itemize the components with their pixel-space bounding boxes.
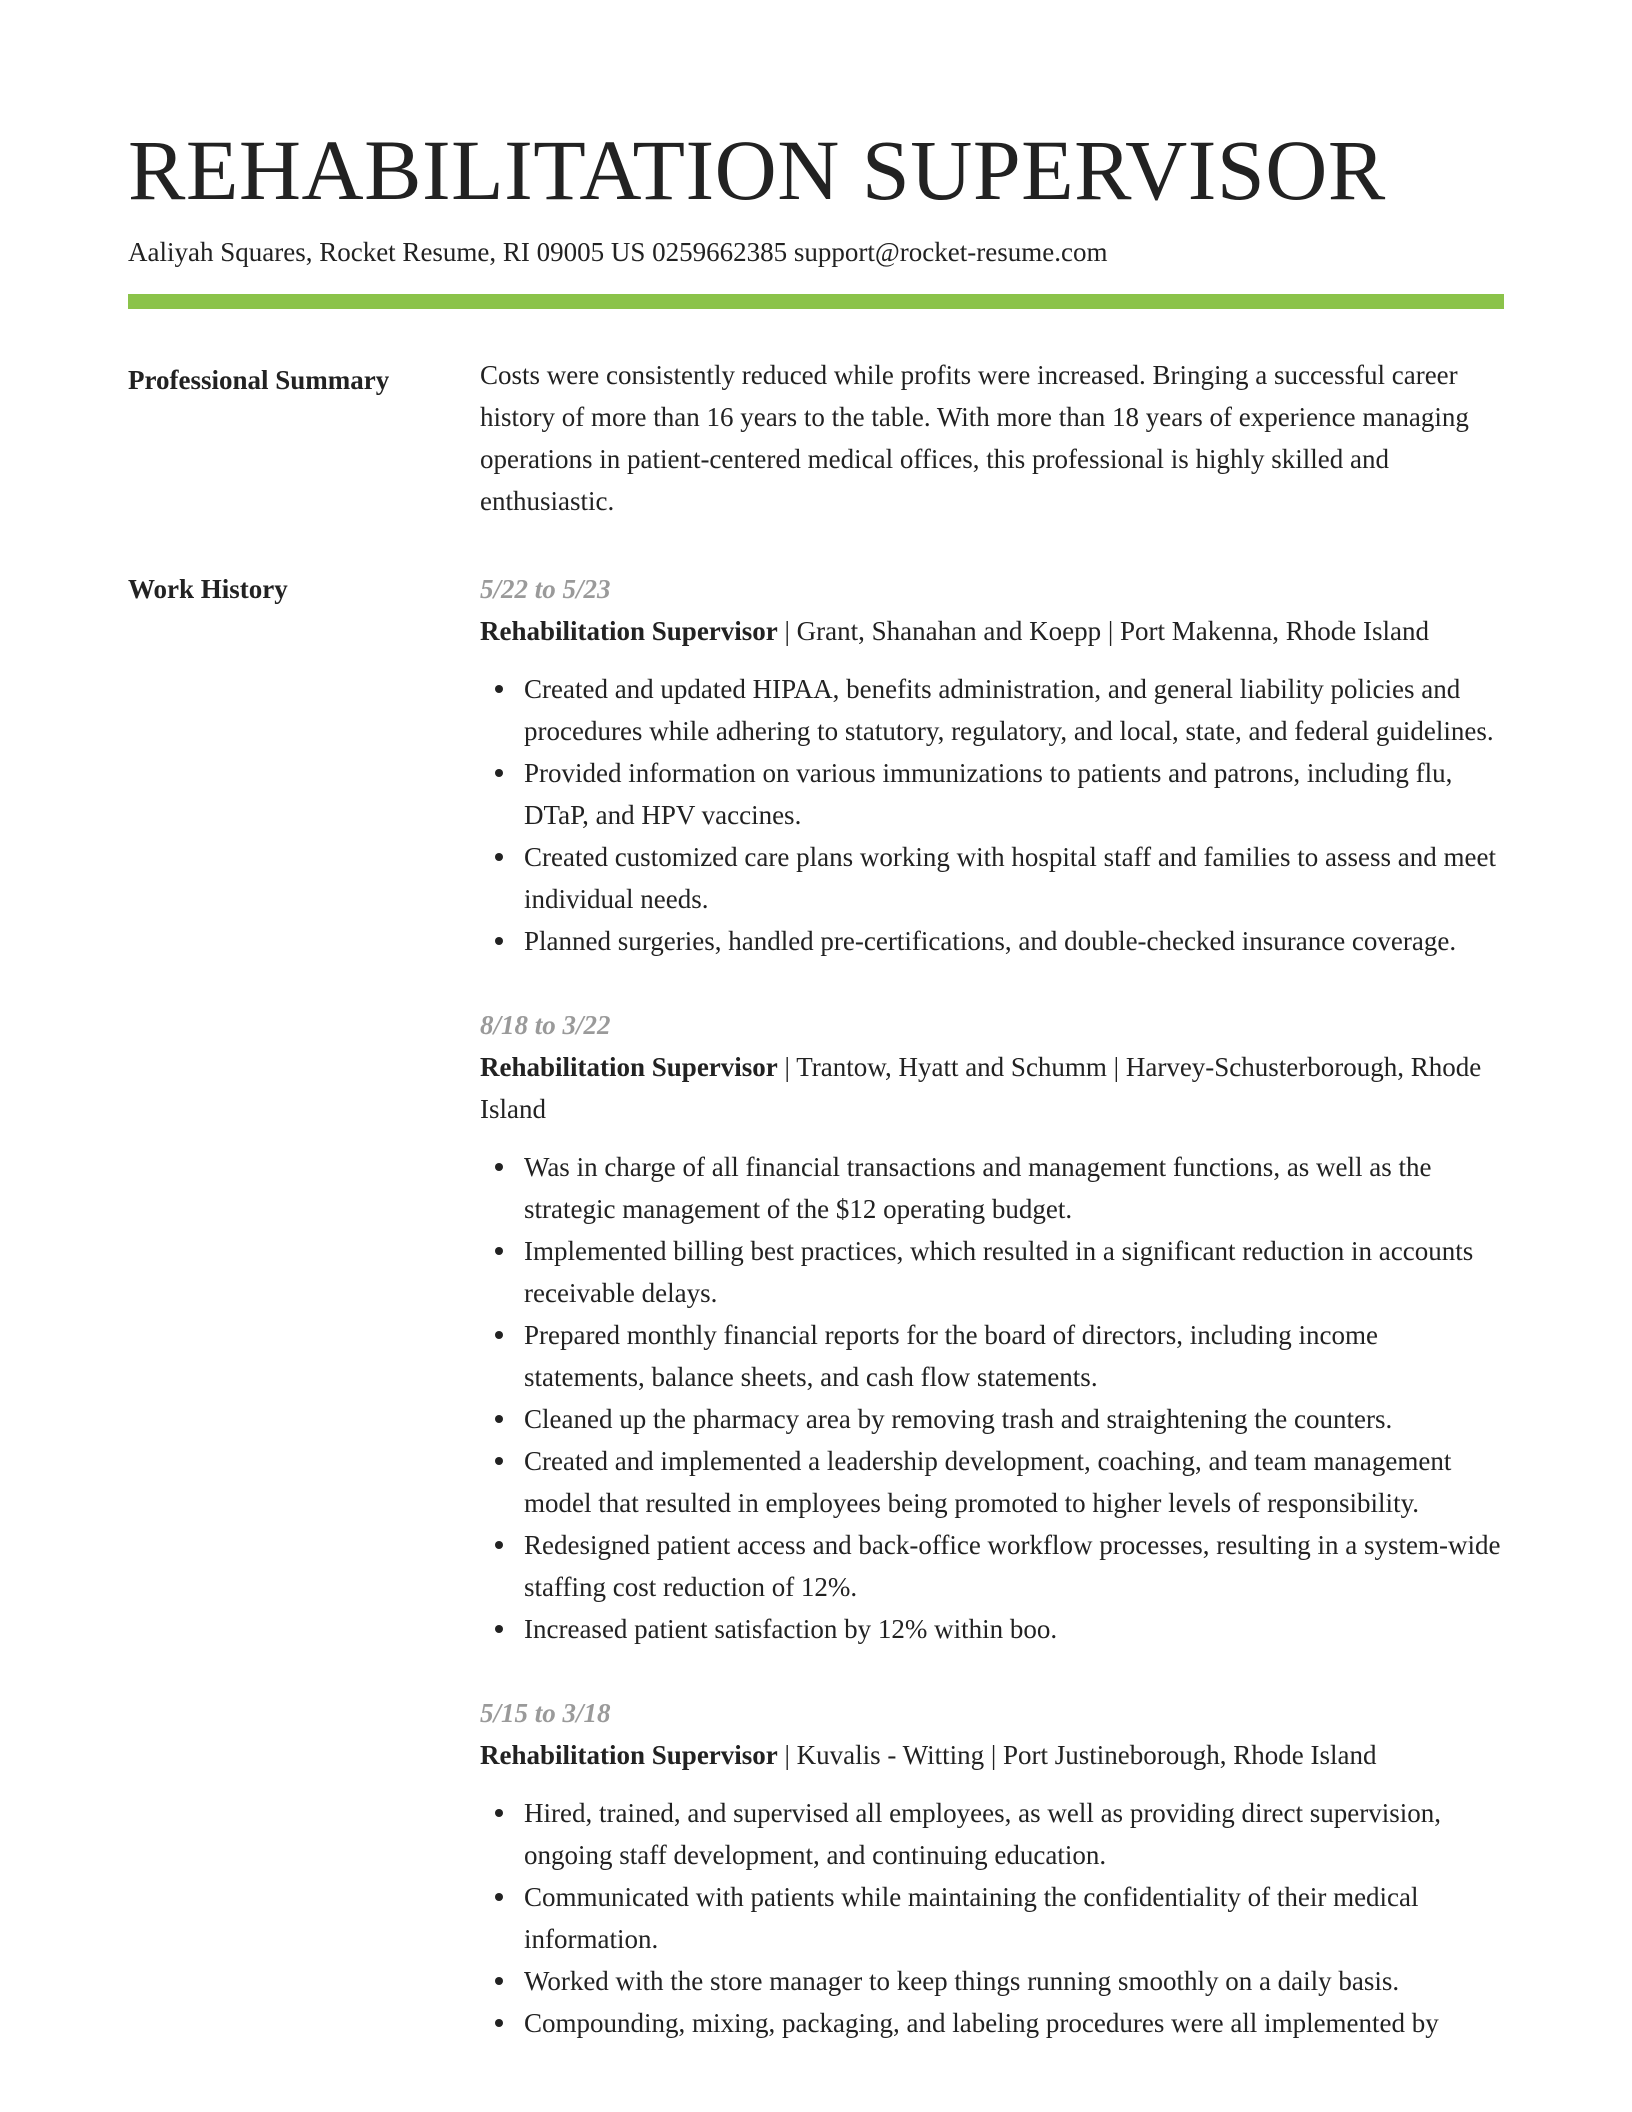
bullet-icon: [495, 1977, 503, 1985]
job-bullet: [480, 1960, 1504, 2002]
job-bullet: [480, 1314, 1504, 1398]
job-bullet-text: Provided information on various immunizations to patients and patrons, including flu, DTaP, and HPV vaccines.: [524, 758, 1453, 830]
bullet-icon: [495, 2019, 503, 2027]
job-bullet: [480, 1876, 1504, 1960]
job-entry: [480, 1004, 1504, 1650]
job-bullet: [480, 920, 1504, 962]
job-bullets: [480, 1146, 1504, 1650]
job-role: Rehabilitation Supervisor: [480, 1052, 778, 1082]
job-bullet: [480, 836, 1504, 920]
job-bullet-text: Increased patient satisfaction by 12% within boo.: [524, 1614, 1058, 1644]
job-bullet-text: Worked with the store manager to keep things running smoothly on a daily basis.: [524, 1966, 1400, 1996]
header-divider: [128, 294, 1504, 309]
job-bullet-text: Created customized care plans working with hospital staff and families to assess and meet individual needs.: [524, 842, 1496, 914]
bullet-icon: [495, 1247, 503, 1255]
job-heading: [480, 610, 1504, 652]
job-bullet-text: Was in charge of all financial transactions and management functions, as well as the strategic management of the $12 operating budget.: [524, 1152, 1432, 1224]
job-dates: 5/22 to 5/23: [480, 574, 611, 604]
job-details: | Trantow, Hyatt and Schumm | Harvey-Schusterborough, Rhode Island: [480, 1052, 1482, 1124]
job-bullet-text: Redesigned patient access and back-office workflow processes, resulting in a system-wide staffing cost reduction of 12%.: [524, 1530, 1501, 1602]
job-bullet: [480, 668, 1504, 752]
summary-body: [480, 359, 1504, 522]
section-label-work-history: Work History: [128, 574, 288, 604]
job-bullet: [480, 1146, 1504, 1230]
resume-title: REHABILITATION SUPERVISOR: [128, 122, 1386, 218]
job-bullet: [480, 1608, 1504, 1650]
job-entry: [480, 1692, 1504, 2044]
job-bullets: [480, 1792, 1504, 2044]
job-dates: 8/18 to 3/22: [480, 1010, 611, 1040]
job-bullet: [480, 752, 1504, 836]
job-bullet-text: Created and implemented a leadership development, coaching, and team management model that resulted in employees being promoted to higher levels of responsibility.: [524, 1446, 1452, 1518]
job-bullet-text: Cleaned up the pharmacy area by removing trash and straightening the counters.: [524, 1404, 1393, 1434]
bullet-icon: [495, 769, 503, 777]
job-bullet: [480, 1440, 1504, 1524]
job-bullet: [480, 1524, 1504, 1608]
bullet-icon: [495, 1163, 503, 1171]
bullet-icon: [495, 1415, 503, 1423]
section-label-professional-summary: Professional Summary: [128, 365, 390, 395]
job-bullet: [480, 1792, 1504, 1876]
bullet-icon: [495, 1331, 503, 1339]
job-heading: [480, 1734, 1504, 1776]
bullet-icon: [495, 853, 503, 861]
summary-text: Costs were consistently reduced while profits were increased. Bringing a successful career history of more than 16 years to the table. With more than 18 years of experience managing operations in patient-centered medical offices, this professional is highly skilled and enthusiastic.: [480, 360, 1469, 516]
bullet-icon: [495, 937, 503, 945]
professional-summary-section: [128, 359, 1504, 522]
contact-line: Aaliyah Squares, Rocket Resume, RI 09005 US 0259662385 support@rocket-resume.com: [128, 237, 1108, 267]
job-bullets: [480, 668, 1504, 962]
job-details: | Kuvalis - Witting | Port Justineborough, Rhode Island: [777, 1740, 1377, 1770]
job-bullet-text: Communicated with patients while maintaining the confidentiality of their medical information.: [524, 1882, 1419, 1954]
bullet-icon: [495, 1457, 503, 1465]
job-entry: [480, 568, 1504, 962]
job-bullet: [480, 1230, 1504, 1314]
job-role: Rehabilitation Supervisor: [480, 1740, 778, 1770]
job-bullet-text: Planned surgeries, handled pre-certifications, and double-checked insurance coverage.: [524, 926, 1457, 956]
bullet-icon: [495, 685, 503, 693]
job-details: | Grant, Shanahan and Koepp | Port Makenna, Rhode Island: [777, 616, 1429, 646]
bullet-icon: [495, 1625, 503, 1633]
job-heading: [480, 1046, 1504, 1130]
job-role: Rehabilitation Supervisor: [480, 616, 778, 646]
job-bullet-text: Hired, trained, and supervised all employees, as well as providing direct supervision, ongoing staff development, and continuing education.: [524, 1798, 1442, 1870]
bullet-icon: [495, 1893, 503, 1901]
work-history-body: [480, 568, 1504, 2086]
resume-page: [128, 120, 1504, 2086]
bullet-icon: [495, 1809, 503, 1817]
job-bullet-text: Created and updated HIPAA, benefits administration, and general liability policies and procedures while adhering to statutory, regulatory, and local, state, and federal guidelines.: [524, 674, 1494, 746]
job-bullet: [480, 2002, 1504, 2044]
job-bullet: [480, 1398, 1504, 1440]
job-bullet-text: Compounding, mixing, packaging, and labeling procedures were all implemented by: [524, 2008, 1439, 2038]
work-history-section: [128, 568, 1504, 2086]
job-bullet-text: Prepared monthly financial reports for the board of directors, including income statements, balance sheets, and cash flow statements.: [524, 1320, 1378, 1392]
job-bullet-text: Implemented billing best practices, which resulted in a significant reduction in accounts receivable delays.: [524, 1236, 1474, 1308]
bullet-icon: [495, 1541, 503, 1549]
job-dates: 5/15 to 3/18: [480, 1698, 611, 1728]
